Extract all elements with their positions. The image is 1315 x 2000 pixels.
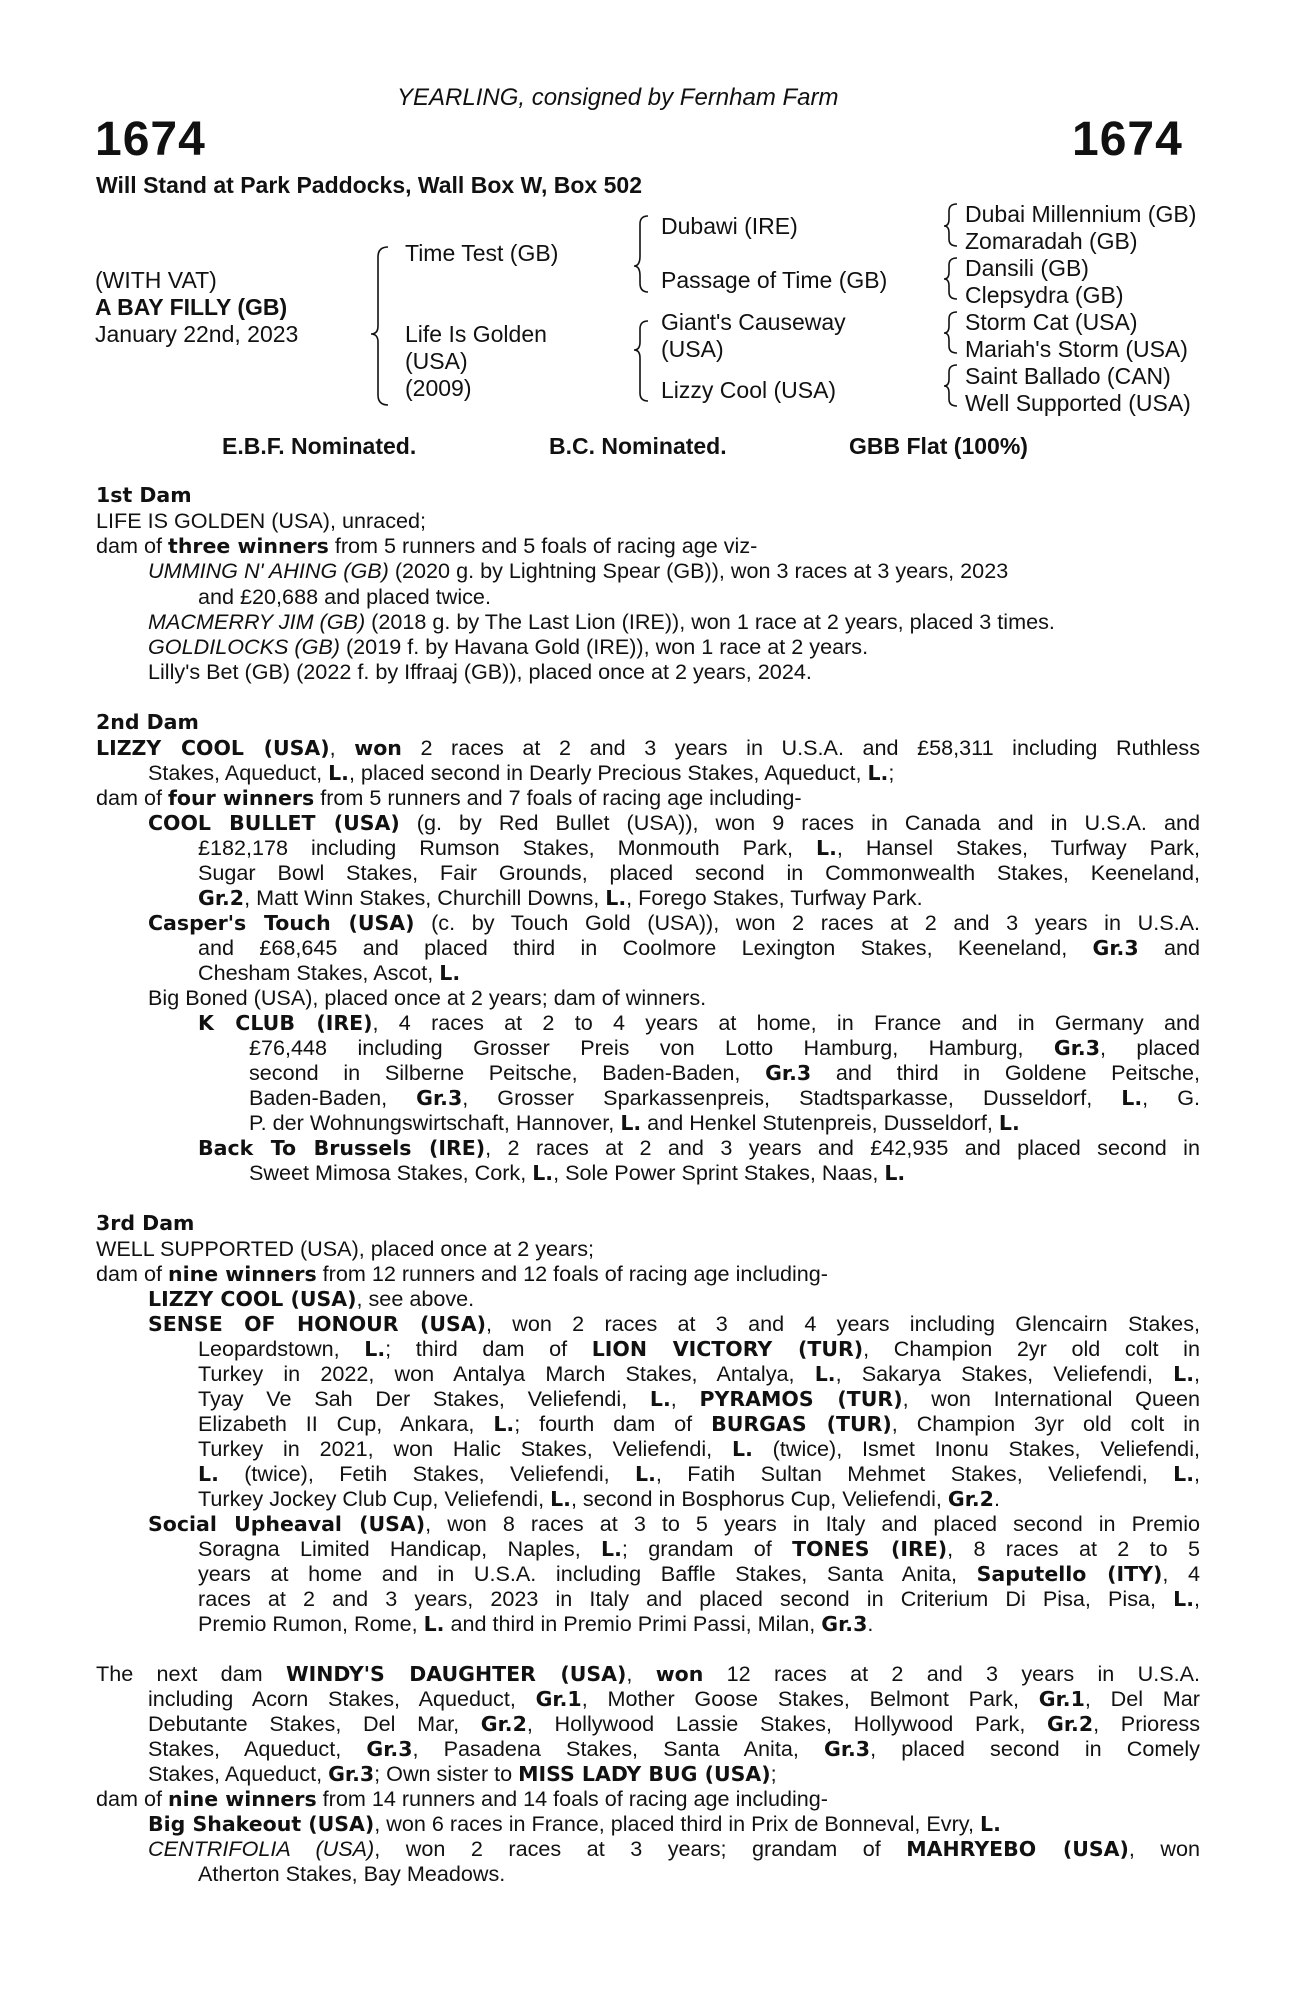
third-dam-l15: races at 2 and 3 years, 2023 in Italy and placed second in Criterium Di Pisa, Pisa, L., <box>198 1586 1200 1611</box>
horse-name: A BAY FILLY (GB) <box>95 294 288 320</box>
second-dam-l18: Sweet Mimosa Stakes, Cork, L., Sole Power Sprint Stakes, Naas, L. <box>249 1160 906 1185</box>
second-dam-l10: Chesham Stakes, Ascot, L. <box>198 960 461 985</box>
ped-dss: Storm Cat (USA) <box>965 309 1138 335</box>
third-dam-l11: Turkey Jockey Club Cup, Veliefendi, L., second in Bosphorus Cup, Veliefendi, Gr.2. <box>198 1486 1000 1511</box>
next-dam-l8: CENTRIFOLIA (USA), won 2 races at 3 years; grandam of MAHRYEBO (USA), won <box>148 1836 1200 1861</box>
second-dam-l13: £76,448 including Grosser Preis von Lotto Hamburg, Hamburg, Gr.3, placed <box>249 1035 1200 1060</box>
vat-note: (WITH VAT) <box>95 267 217 293</box>
produce-macmerry: MACMERRY JIM (GB) (2018 g. by The Last Lion (IRE)), won 1 race at 2 years, placed 3 times. <box>148 609 1055 634</box>
ped-dsd: Mariah's Storm (USA) <box>965 336 1188 362</box>
third-dam-l8: Elizabeth II Cup, Ankara, L.; fourth dam of BURGAS (TUR), Champion 3yr old colt in <box>198 1411 1201 1436</box>
sire-sire: Dubawi (IRE) <box>661 213 798 239</box>
sire: Time Test (GB) <box>405 240 559 266</box>
third-dam-l6: Turkey in 2022, won Antalya March Stakes, Antalya, L., Sakarya Stakes, Veliefendi, L., <box>198 1361 1200 1386</box>
first-dam-produce-line: dam of three winners from 5 runners and 5 foals of racing age viz- <box>96 533 758 558</box>
ped-dds: Saint Ballado (CAN) <box>965 363 1171 389</box>
stand-location: Will Stand at Park Paddocks, Wall Box W, Box 502 <box>96 172 642 198</box>
third-dam-l4: SENSE OF HONOUR (USA), won 2 races at 3 and 4 years including Glencairn Stakes, <box>148 1311 1200 1336</box>
bracket-main <box>0 0 20 360</box>
second-dam-l6: Sugar Bowl Stakes, Fair Grounds, placed second in Commonwealth Stakes, Keeneland, <box>198 860 1200 885</box>
third-dam-l16: Premio Rumon, Rome, L. and third in Premio Primi Passi, Milan, Gr.3. <box>198 1611 874 1636</box>
horse-dob: January 22nd, 2023 <box>95 321 299 347</box>
ped-ddd: Well Supported (USA) <box>965 390 1191 416</box>
second-dam-l4: COOL BULLET (USA) (g. by Red Bullet (USA)), won 9 races in Canada and in U.S.A. and <box>148 810 1200 835</box>
dam-dam: Lizzy Cool (USA) <box>661 377 837 403</box>
third-dam-l7: Tyay Ve Sah Der Stakes, Veliefendi, L., PYRAMOS (TUR), won International Queen <box>198 1386 1200 1411</box>
sire-dam: Passage of Time (GB) <box>661 267 888 293</box>
third-dam-l9: Turkey in 2021, won Halic Stakes, Veliefendi, L. (twice), Ismet Inonu Stakes, Veliefendi, <box>198 1436 1200 1461</box>
dam-country: (USA) <box>405 348 468 374</box>
next-dam-l2: including Acorn Stakes, Aqueduct, Gr.1, Mother Goose Stakes, Belmont Park, Gr.1, Del Mar <box>148 1686 1200 1711</box>
ped-ssd: Zomaradah (GB) <box>965 228 1138 254</box>
second-dam-l14: second in Silberne Peitsche, Baden-Baden, Gr.3 and third in Goldene Peitsche, <box>249 1060 1200 1085</box>
second-dam-l15: Baden-Baden, Gr.3, Grosser Sparkassenpreis, Stadtsparkasse, Dusseldorf, L., G. <box>249 1085 1201 1110</box>
third-dam-l12: Social Upheaval (USA), won 8 races at 3 to 5 years in Italy and placed second in Premio <box>148 1511 1200 1536</box>
dam: Life Is Golden <box>405 321 547 347</box>
third-dam-l1: WELL SUPPORTED (USA), placed once at 2 years; <box>96 1236 595 1261</box>
produce-goldilocks: GOLDILOCKS (GB) (2019 f. by Havana Gold (IRE)), won 1 race at 2 years. <box>148 634 869 659</box>
second-dam-l1: LIZZY COOL (USA), won 2 races at 2 and 3 years in U.S.A. and £58,311 including Ruthless <box>96 735 1200 760</box>
second-dam-l8: Casper's Touch (USA) (c. by Touch Gold (USA)), won 2 races at 2 and 3 years in U.S.A. <box>148 910 1200 935</box>
lot-number-right: 1674 <box>1072 113 1183 166</box>
third-dam-l13: Soragna Limited Handicap, Naples, L.; grandam of TONES (IRE), 8 races at 2 to 5 <box>198 1536 1200 1561</box>
second-dam-l12: K CLUB (IRE), 4 races at 2 to 4 years at home, in France and in Germany and <box>198 1010 1200 1035</box>
bc-nomination: B.C. Nominated. <box>549 433 727 459</box>
next-dam-l7: Big Shakeout (USA), won 6 races in France, placed third in Prix de Bonneval, Evry, L. <box>148 1811 1001 1836</box>
dam-year: (2009) <box>405 375 472 401</box>
third-dam-l10: L. (twice), Fetih Stakes, Veliefendi, L., Fatih Sultan Mehmet Stakes, Veliefendi, L., <box>198 1461 1200 1486</box>
third-dam-l5: Leopardstown, L.; third dam of LION VICTORY (TUR), Champion 2yr old colt in <box>198 1336 1200 1361</box>
third-dam-l2: dam of nine winners from 12 runners and 12 foals of racing age including- <box>96 1261 828 1286</box>
second-dam-l3: dam of four winners from 5 runners and 7 foals of racing age including- <box>96 785 802 810</box>
dam-sire: Giant's Causeway <box>661 309 846 335</box>
consignment-line: YEARLING, consigned by Fernham Farm <box>397 84 839 111</box>
first-dam-heading: 1st Dam <box>96 483 192 507</box>
third-dam-heading: 3rd Dam <box>96 1211 195 1235</box>
second-dam-l9: and £68,645 and placed third in Coolmore Lexington Stakes, Keeneland, Gr.3 and <box>198 935 1200 960</box>
ped-sds: Dansili (GB) <box>965 255 1089 281</box>
produce-lillys-bet: Lilly's Bet (GB) (2022 f. by Iffraaj (GB)), placed once at 2 years, 2024. <box>148 659 812 684</box>
lot-number-left: 1674 <box>95 113 206 166</box>
next-dam-l3: Debutante Stakes, Del Mar, Gr.2, Hollywood Lassie Stakes, Hollywood Park, Gr.2, Prioress <box>148 1711 1200 1736</box>
second-dam-heading: 2nd Dam <box>96 710 199 734</box>
produce-umming: UMMING N' AHING (GB) (2020 g. by Lightning Spear (GB)), won 3 races at 3 years, 2023 <box>148 558 1009 583</box>
gbb-flat: GBB Flat (100%) <box>849 433 1028 459</box>
first-dam-line: LIFE IS GOLDEN (USA), unraced; <box>96 508 427 533</box>
next-dam-l4: Stakes, Aqueduct, Gr.3, Pasadena Stakes, Santa Anita, Gr.3, placed second in Comely <box>148 1736 1200 1761</box>
dam-sire-country: (USA) <box>661 336 724 362</box>
third-dam-l3: LIZZY COOL (USA), see above. <box>148 1286 475 1311</box>
second-dam-l2: Stakes, Aqueduct, L., placed second in Dearly Precious Stakes, Aqueduct, L.; <box>148 760 895 785</box>
ped-sdd: Clepsydra (GB) <box>965 282 1124 308</box>
ebf-nomination: E.B.F. Nominated. <box>222 433 417 459</box>
second-dam-l17: Back To Brussels (IRE), 2 races at 2 and 3 years and £42,935 and placed second in <box>198 1135 1200 1160</box>
next-dam-l1: The next dam WINDY'S DAUGHTER (USA), won 12 races at 2 and 3 years in U.S.A. <box>96 1661 1201 1686</box>
second-dam-l7: Gr.2, Matt Winn Stakes, Churchill Downs, L., Forego Stakes, Turfway Park. <box>198 885 923 910</box>
next-dam-l9: Atherton Stakes, Bay Meadows. <box>198 1861 506 1886</box>
next-dam-l5: Stakes, Aqueduct, Gr.3; Own sister to MISS LADY BUG (USA); <box>148 1761 777 1786</box>
ped-sss: Dubai Millennium (GB) <box>965 201 1197 227</box>
third-dam-l14: years at home and in U.S.A. including Baffle Stakes, Santa Anita, Saputello (ITY), 4 <box>198 1561 1200 1586</box>
produce-umming-cont: and £20,688 and placed twice. <box>198 584 491 609</box>
second-dam-l5: £182,178 including Rumson Stakes, Monmouth Park, L., Hansel Stakes, Turfway Park, <box>198 835 1200 860</box>
second-dam-l16: P. der Wohnungswirtschaft, Hannover, L. and Henkel Stutenpreis, Dusseldorf, L. <box>249 1110 1020 1135</box>
next-dam-l6: dam of nine winners from 14 runners and 14 foals of racing age including- <box>96 1786 828 1811</box>
second-dam-l11: Big Boned (USA), placed once at 2 years; dam of winners. <box>148 985 707 1010</box>
